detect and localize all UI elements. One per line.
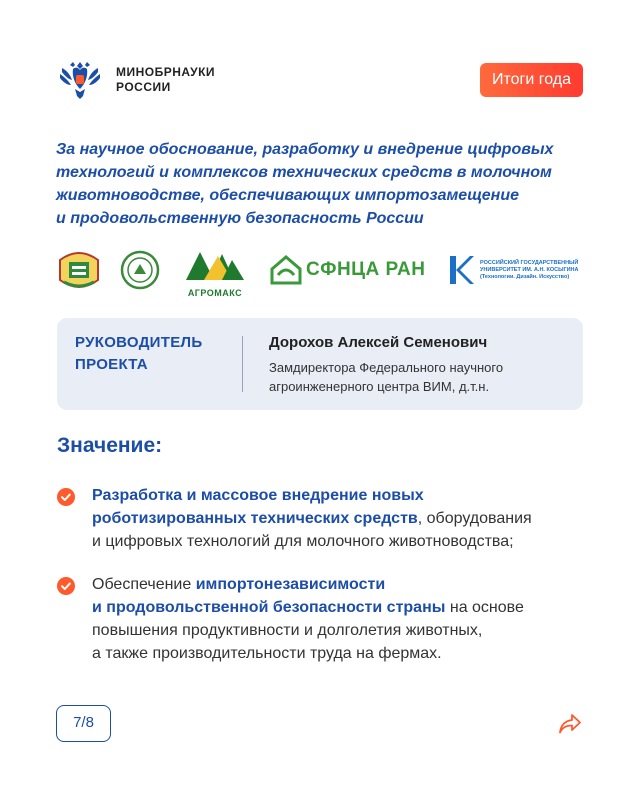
significance-bullet-2 (57, 573, 597, 665)
agromax-wordmark: АГРОМАКС (187, 288, 243, 298)
sfnca-logo (270, 246, 426, 294)
kosygin-line2: УНИВЕРСИТЕТ ИМ. А.Н. КОСЫГИНА (480, 266, 579, 273)
kosygin-university-logo (448, 246, 586, 294)
bullet-2-line4: а также производительности труда на фермах. (92, 645, 442, 662)
leader-label (75, 332, 225, 376)
year-results-badge: Итоги года (480, 63, 583, 97)
bullet-2-text (92, 573, 597, 665)
bullet-2-highlight-line1: импортонезависимости (195, 576, 386, 593)
bullet-2-line3: повышения продуктивности и долголетия животных, (92, 622, 483, 639)
bullet-1-rest-line2: , оборудования (417, 510, 532, 527)
bullet-1-highlight-line2: роботизированных технических средств (92, 510, 418, 527)
kosygin-line1: РОССИЙСКИЙ ГОСУДАРСТВЕННЫЙ (480, 259, 579, 266)
headline-line2: технологий и комплексов технических средств в молочном (56, 164, 552, 181)
page-indicator: 7/8 (56, 705, 111, 742)
orange-check-icon (57, 488, 75, 506)
bullet-2-highlight-line2: и продовольственной безопасности страны (92, 599, 446, 616)
bullet-1-line3: и цифровых технологий для молочного животноводства; (92, 533, 514, 550)
significance-title: Значение: (57, 434, 163, 457)
leader-label-line1: РУКОВОДИТЕЛЬ (75, 334, 203, 351)
ministry-name (116, 65, 215, 95)
bullet-1-highlight-line1: Разработка и массовое внедрение новых (92, 487, 424, 504)
leader-label-line2: ПРОЕКТА (75, 356, 148, 373)
kosygin-k-icon (448, 254, 474, 286)
agromax-mountains-icon (184, 246, 246, 282)
sfnca-house-icon (270, 255, 302, 285)
header (56, 56, 583, 104)
leader-role (269, 358, 569, 396)
bullet-2-pre-line1: Обеспечение (92, 576, 196, 593)
kosygin-line3: (Технологии. Дизайн. Искусство) (480, 273, 570, 280)
ministry-brand (56, 56, 215, 104)
vim-crest-logo (56, 246, 102, 294)
ministry-name-line2: РОССИИ (116, 80, 171, 94)
kosygin-wordmark (480, 260, 578, 281)
headline-line4: и продовольственную безопасность России (56, 210, 424, 227)
project-leader-card (57, 318, 583, 410)
award-headline (56, 138, 596, 230)
partner-logos (56, 246, 584, 298)
agromax-logo (184, 246, 246, 298)
sfnca-wordmark: СФНЦА РАН (306, 259, 426, 280)
double-headed-eagle-icon (56, 56, 104, 104)
share-arrow-icon[interactable] (558, 713, 582, 735)
card-divider (242, 336, 243, 392)
round-emblem-logo (120, 246, 160, 294)
leader-role-line2: агроинженерного центра ВИМ, д.т.н. (269, 379, 490, 394)
leader-role-line1: Замдиректора Федерального научного (269, 360, 504, 375)
significance-bullet-1 (57, 484, 597, 553)
bullet-1-text (92, 484, 597, 553)
ministry-name-line1: МИНОБРНАУКИ (116, 65, 216, 79)
orange-check-icon (57, 577, 75, 595)
leader-name: Дорохов Алексей Семенович (269, 334, 488, 351)
bullet-2-rest-line2: на основе (445, 599, 524, 616)
headline-line1: За научное обоснование, разработку и внедрение цифровых (56, 141, 554, 158)
headline-line3: животноводстве, обеспечивающих импортозамещение (56, 187, 519, 204)
